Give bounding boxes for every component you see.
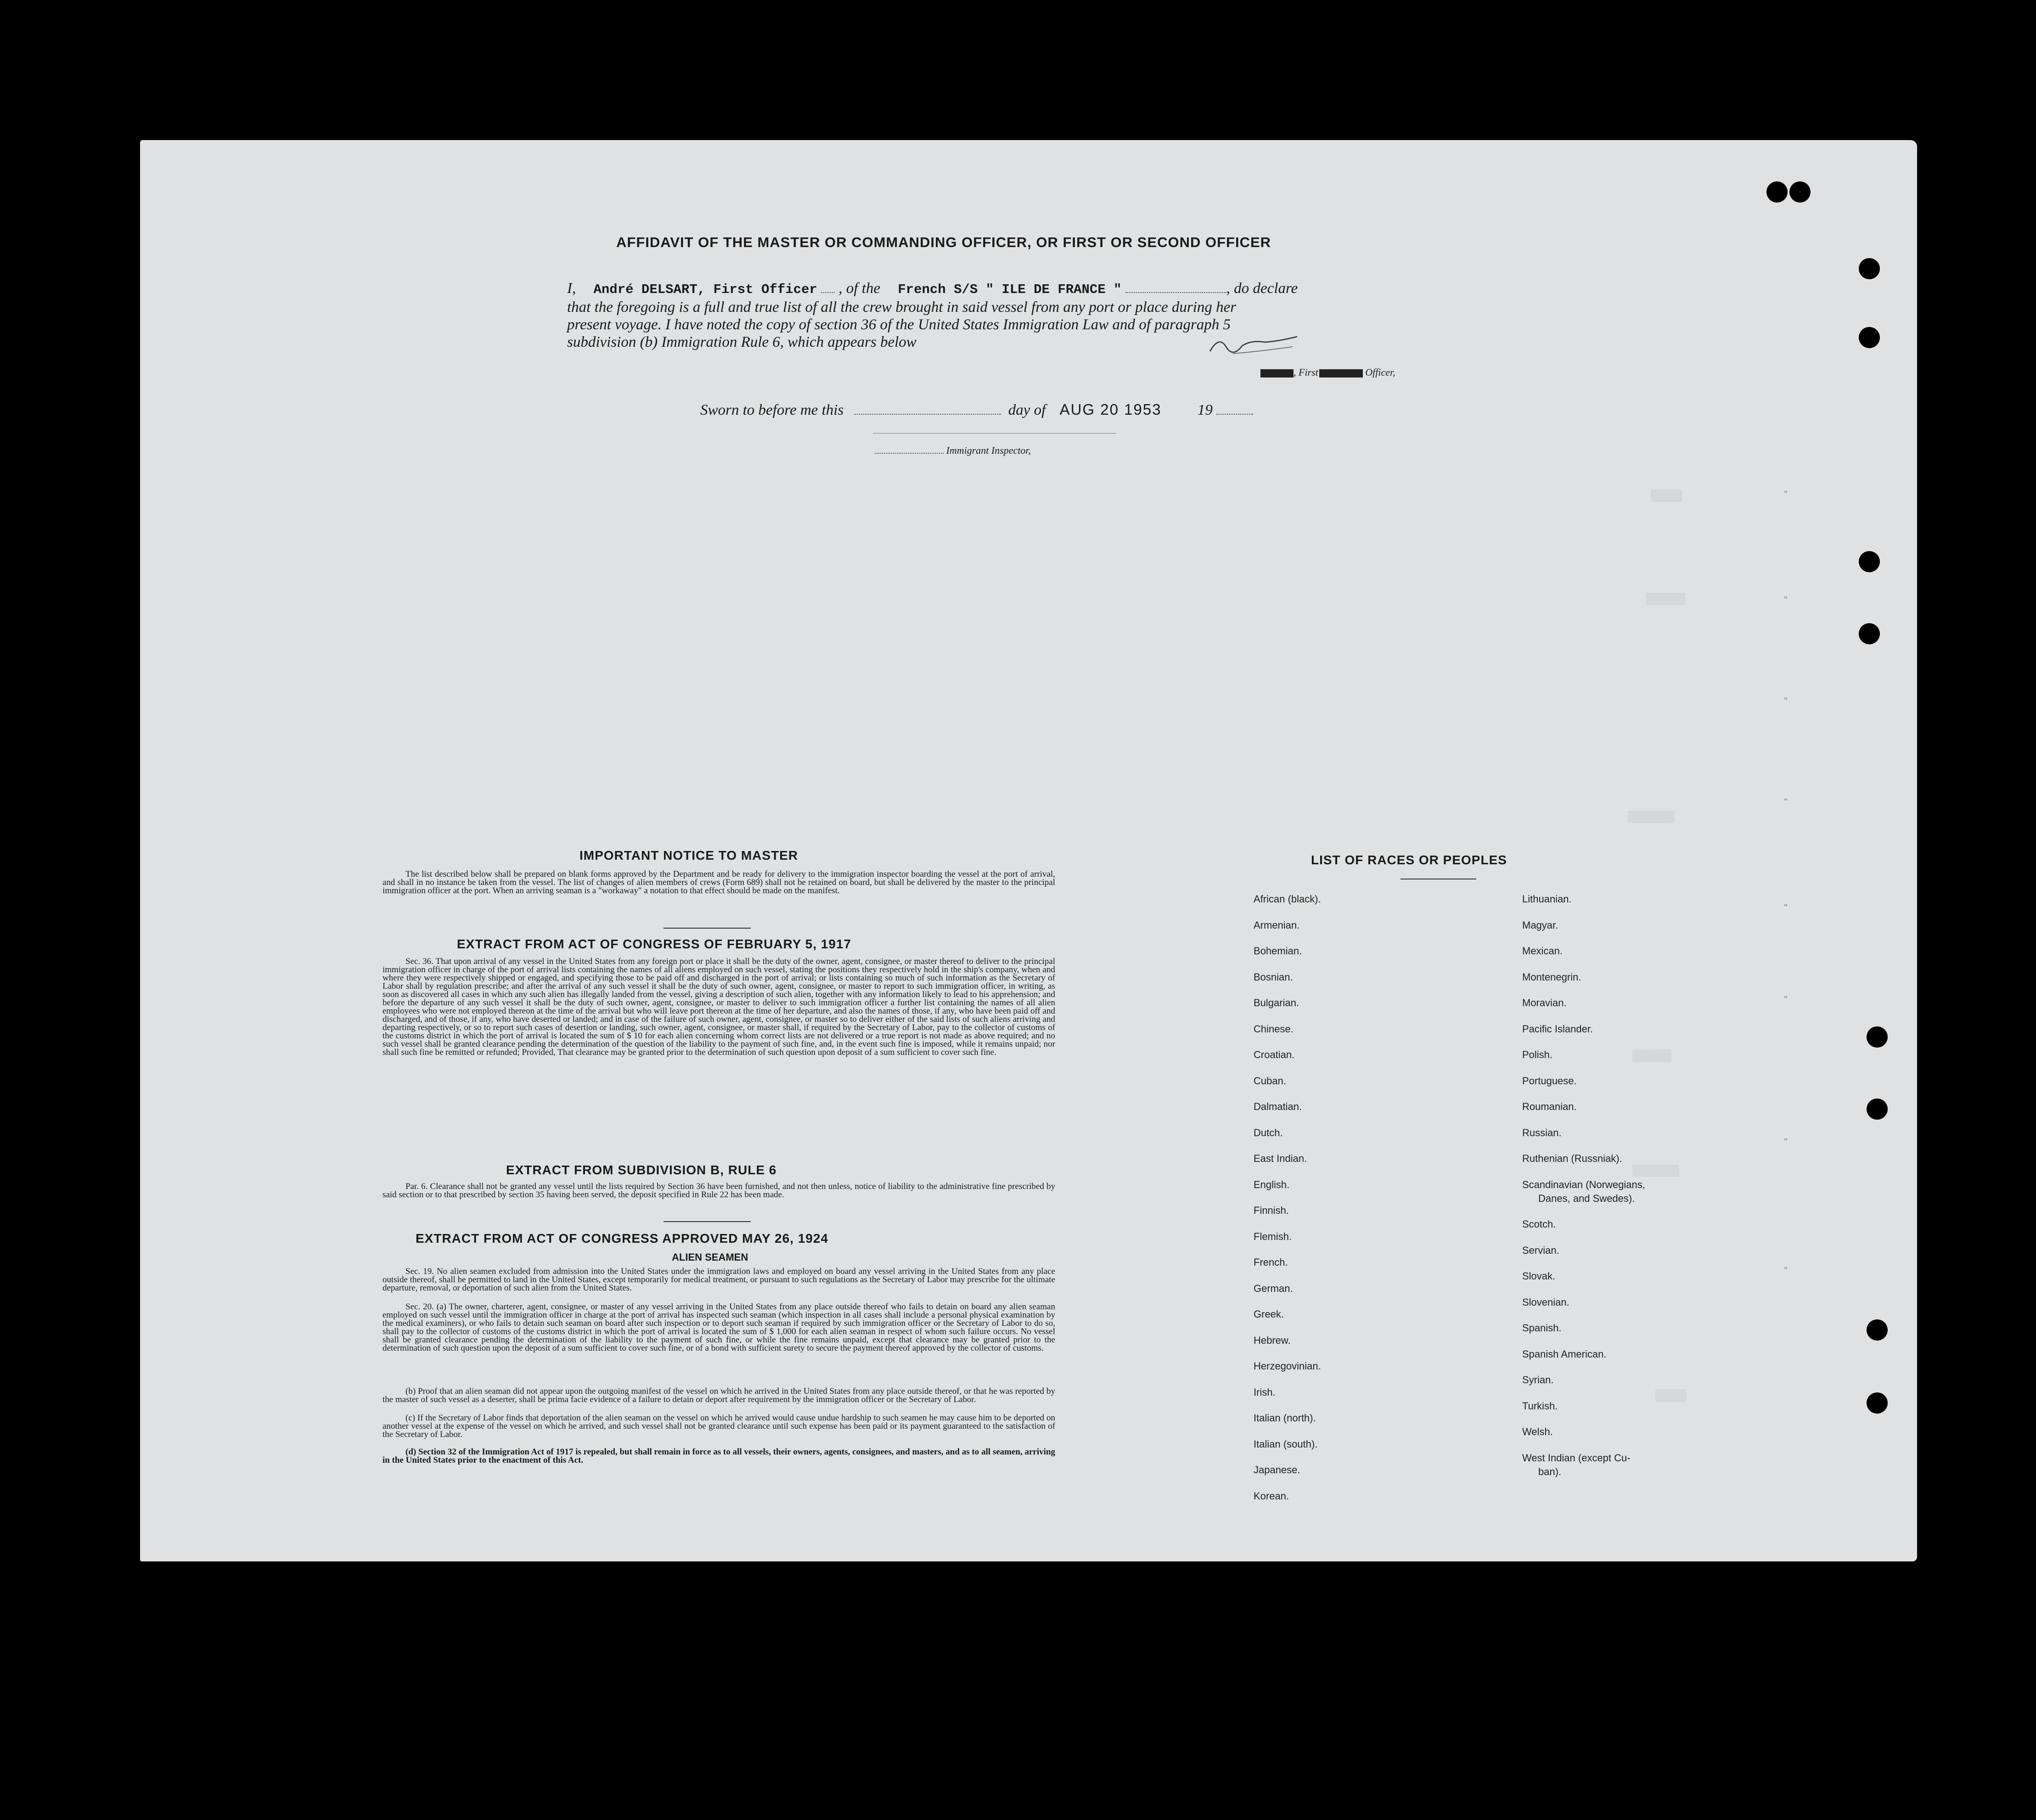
race-item: Bulgarian. bbox=[1254, 997, 1299, 1009]
notice-title: IMPORTANT NOTICE TO MASTER bbox=[579, 848, 799, 862]
race-item: East Indian. bbox=[1254, 1153, 1307, 1164]
race-item: Pacific Islander. bbox=[1522, 1023, 1593, 1035]
do-declare: , do declare bbox=[1226, 280, 1298, 297]
race-item: Bosnian. bbox=[1254, 971, 1293, 983]
race-item: Slovak. bbox=[1522, 1270, 1556, 1282]
binder-hole bbox=[1859, 551, 1880, 572]
bleed-through-text: ▒▒▒▒▒▒ bbox=[1628, 811, 1675, 823]
bleed-through-text: ▒▒▒▒ bbox=[1655, 1389, 1687, 1402]
binder-hole bbox=[1859, 258, 1880, 279]
extract3-para: Sec. 19. No alien seamen excluded from admission into the United States under the immigration laws and employed on board any vessel arriving in the United States from any place outside thereof, shall be permitted to land in the United States, except temporarily for medical treatment, or pursuant to such regulations as the Secretary of Labor may prescribe for the ultimate departure, removal, or deportation of such alien from the United States. bbox=[382, 1267, 1055, 1293]
ditto-mark: " bbox=[1784, 696, 1788, 706]
race-item: Portuguese. bbox=[1522, 1075, 1577, 1087]
race-item: Mexican. bbox=[1522, 945, 1563, 957]
bleed-through-text: ▒▒▒▒▒ bbox=[1646, 592, 1686, 605]
race-item: Flemish. bbox=[1254, 1230, 1292, 1242]
binder-hole bbox=[1766, 181, 1788, 203]
race-item: Croatian. bbox=[1254, 1049, 1295, 1060]
race-item: Hebrew. bbox=[1254, 1334, 1291, 1346]
race-item: Syrian. bbox=[1522, 1374, 1554, 1386]
race-item: Cuban. bbox=[1254, 1075, 1286, 1087]
extract3-para: (c) If the Secretary of Labor finds that deportation of the alien seaman on the vessel on which he arrived would cause undue hardship to such seamen he may cause him to be deported on another vessel at the expense of the vessel on which he arrived, and such vessel shall not be granted clearance until such expense has been paid or its payment guaranteed to the satisfaction of the Secretary of Labor. bbox=[382, 1413, 1055, 1439]
race-item: Servian. bbox=[1522, 1244, 1559, 1256]
binder-hole bbox=[1867, 1392, 1888, 1414]
officer-signature bbox=[1205, 333, 1306, 361]
document-sheet bbox=[140, 140, 1917, 1561]
signature-caption: , First Officer, bbox=[1260, 366, 1395, 378]
affidavit-line-4: subdivision (b) Immigration Rule 6, which appears below bbox=[567, 334, 917, 350]
race-item: Chinese. bbox=[1254, 1023, 1294, 1035]
race-item: French. bbox=[1254, 1257, 1288, 1268]
date-stamp: AUG 20 1953 bbox=[1059, 401, 1162, 418]
extract3-title: EXTRACT FROM ACT OF CONGRESS APPROVED MAY 26, 1924 bbox=[416, 1231, 828, 1245]
nineteen: 19 bbox=[1197, 402, 1213, 418]
race-item: Italian (north). bbox=[1254, 1412, 1316, 1424]
extract2-body: Par. 6. Clearance shall not be granted any vessel until the lists required by Section 36 have been furnished, and not then unless, notice of liability to the administrative fine prescribed by said section or to that prescribed by section 35 having been served, the deposit specified in Rule 22 has been made. bbox=[382, 1182, 1055, 1200]
race-item: Danes, and Swedes). bbox=[1538, 1192, 1635, 1204]
race-item: Moravian. bbox=[1522, 997, 1567, 1009]
race-item: Polish. bbox=[1522, 1049, 1553, 1060]
race-item: Herzegovinian. bbox=[1254, 1360, 1321, 1372]
redaction-mark bbox=[1260, 369, 1294, 378]
ditto-mark: " bbox=[1784, 902, 1788, 913]
fill-line bbox=[821, 292, 835, 293]
fill-line bbox=[1125, 292, 1226, 293]
redaction-mark bbox=[1319, 369, 1363, 378]
race-item: Italian (south). bbox=[1254, 1438, 1318, 1450]
officer-name: André DELSART, First Officer bbox=[593, 282, 817, 297]
race-item: Scotch. bbox=[1522, 1218, 1556, 1230]
extract3-para: Sec. 20. (a) The owner, charterer, agent, consignee, or master of any vessel arriving in the United States from any place outside thereof who fails to detain on board any alien seaman employed on such vessel until the immigration officer in charge at the port of arrival has inspected such seaman (which inspection in all cases shall include a personal physical examination by the medical examiners), or who fails to detain such seaman on board after such inspection or to deport such seaman if required by such immigration officer or the Secretary of Labor to do so, shall pay to the collector of customs of the customs district in which the port of arrival is located the sum of $ 1,000 for each alien seaman in respect of whom such failure occurs. No vessel shall be granted clearance pending the determination of the liability to the payment of such fine, or while the fine remains unpaid, except that clearance may be granted prior to the determination of such question upon the deposit of a sum sufficient to cover such fine, or of a bond with sufficient surety to secure the payment thereof approved by the collector of customs. bbox=[382, 1302, 1055, 1353]
binder-hole bbox=[1867, 1099, 1888, 1120]
race-item: Roumanian. bbox=[1522, 1101, 1577, 1112]
vessel-name: French S/S " ILE DE FRANCE " bbox=[898, 282, 1122, 297]
bleed-through-text: ▒▒▒▒▒ bbox=[1632, 1049, 1672, 1062]
ditto-mark: " bbox=[1784, 595, 1788, 605]
affidavit-i: I, bbox=[567, 280, 576, 297]
race-item: Montenegrin. bbox=[1522, 971, 1581, 983]
divider bbox=[664, 1221, 751, 1222]
day-of: day of bbox=[1008, 402, 1046, 418]
binder-hole bbox=[1789, 181, 1811, 203]
ditto-mark: " bbox=[1784, 994, 1788, 1004]
extract3-para: (d) Section 32 of the Immigration Act of 1917 is repealed, but shall remain in force as to all vessels, their owners, agents, consignees, and masters, and as to all seamen, arriving in the United States prior to the enactment of this Act. bbox=[382, 1447, 1055, 1465]
notice-body: The list described below shall be prepared on blank forms approved by the Department and be ready for delivery to the immigration inspector boarding the vessel at the port of arrival, and shall in no instance be taken from the vessel. The list of changes of alien members of crews (Form 689) shall not be retained on board, but shall be delivered by the master to the principal immigration officer at the port. When an arriving seaman is a "workaway" a notation to that effect should be made on the manifest. bbox=[382, 869, 1055, 896]
race-item: Ruthenian (Russniak). bbox=[1522, 1153, 1622, 1164]
race-item: Spanish. bbox=[1522, 1322, 1562, 1334]
race-item: Finnish. bbox=[1254, 1205, 1289, 1216]
binder-hole bbox=[1867, 1319, 1888, 1341]
race-item: West Indian (except Cu- bbox=[1522, 1452, 1631, 1464]
divider bbox=[664, 928, 751, 929]
race-item: Greek. bbox=[1254, 1308, 1284, 1320]
race-item: Scandinavian (Norwegians, bbox=[1522, 1178, 1645, 1190]
race-item: Russian. bbox=[1522, 1127, 1562, 1138]
sworn-text: Sworn to before me this bbox=[700, 402, 844, 418]
extract1-body: Sec. 36. That upon arrival of any vessel in the United States from any foreign port or place it shall be the duty of the owner, agent, consignee, or master thereof to deliver to the principal immigration officer in charge of the port of arrival lists containing the names of all aliens employed on such vessel, stating the positions they respectively hold in the ship's company, when and where they were respectively shipped or engaged, and specifying those to be paid off and discharged in the port of arrival; or lists containing so much of such information as the Secretary of Labor shall by regulation prescribe; and after the arrival of any such vessel it shall be the duty of such owner, agent, consignee, or master to report to such immigration officer, in writing, as soon as discovered all cases in which any such alien has illegally landed from the vessel, giving a description of such alien, together with any information likely to lead to his apprehension; and before the departure of any such vessel it shall be the duty of such owner, agent, consignee, or master to deliver to such immigration officer a further list containing the names of all alien employees who were not employed thereon at the time of the arrival but who will leave port thereon at the time of her departure, and also the names of those, if any, who have been paid off and discharged, and of those, if any, who have deserted or landed; and in case of the failure of such owner, agent, consignee, or master so to deliver either of the said lists of such aliens arriving and departing respectively, or so to report such cases of desertion or landing, such owner, agent, consignee, or master shall, if required by the Secretary of Labor, pay to the collector of customs of the customs district in which the port of arrival is located the sum of $ 10 for each alien concerning whom correct lists are not delivered or a true report is not made as above required; and no such vessel shall be granted clearance pending the determination of the question of the liability to the payment of such fine, and, in the event such fine is imposed, while it remains unpaid; nor shall such fine be remitted or refunded; Provided, That clearance may be granted prior to the determination of such question upon deposit of a sum sufficient to cover such fine. bbox=[382, 957, 1055, 1057]
ditto-mark: " bbox=[1784, 1137, 1788, 1147]
extract3-para: (b) Proof that an alien seaman did not appear upon the outgoing manifest of the vessel on which he arrived in the United States from any place outside thereof, or that he was reported by the master of such vessel as a deserter, shall be prima facie evidence of a failure to detain or deport after requirement by the immigration officer or the Secretary of Labor. bbox=[382, 1386, 1055, 1404]
fill-line bbox=[854, 414, 1001, 415]
binder-hole bbox=[1859, 623, 1880, 644]
race-item: English. bbox=[1254, 1178, 1290, 1190]
extract3-subtitle: ALIEN SEAMEN bbox=[672, 1251, 748, 1263]
race-item: African (black). bbox=[1254, 893, 1321, 905]
race-item: Lithuanian. bbox=[1522, 893, 1572, 905]
race-item: Bohemian. bbox=[1254, 945, 1302, 957]
race-item: Dalmatian. bbox=[1254, 1101, 1302, 1112]
affidavit-title: AFFIDAVIT OF THE MASTER OR COMMANDING OFFICER, OR FIRST OR SECOND OFFICER bbox=[616, 234, 1271, 250]
race-item: Armenian. bbox=[1254, 919, 1300, 931]
binder-hole bbox=[1859, 327, 1880, 348]
ditto-mark: " bbox=[1784, 489, 1788, 499]
race-item: Turkish. bbox=[1522, 1400, 1558, 1412]
of-the: , of the bbox=[838, 280, 881, 297]
sworn-line bbox=[700, 401, 1253, 419]
immigrant-inspector: Immigrant Inspector, bbox=[946, 445, 1031, 456]
race-item: German. bbox=[1254, 1282, 1293, 1294]
race-item: Welsh. bbox=[1522, 1426, 1553, 1437]
inspector-line bbox=[875, 445, 1031, 456]
fill-line bbox=[875, 453, 944, 454]
races-title: LIST OF RACES OR PEOPLES bbox=[1311, 853, 1507, 867]
affidavit-line-3: present voyage. I have noted the copy of section 36 of the United States Immigration Law and of paragraph 5 bbox=[567, 316, 1231, 333]
race-item: Irish. bbox=[1254, 1386, 1276, 1398]
ditto-mark: " bbox=[1784, 1265, 1788, 1275]
bleed-through-text: ▒▒▒▒▒▒ bbox=[1632, 1164, 1680, 1177]
race-item: Spanish American. bbox=[1522, 1348, 1607, 1360]
race-item: Magyar. bbox=[1522, 919, 1558, 931]
race-item: Slovenian. bbox=[1522, 1296, 1569, 1308]
ditto-mark: " bbox=[1784, 797, 1788, 807]
affidavit-line-1 bbox=[567, 280, 1298, 297]
fill-line bbox=[1216, 414, 1253, 415]
race-item: Japanese. bbox=[1254, 1464, 1300, 1476]
race-item: Korean. bbox=[1254, 1490, 1289, 1502]
extract2-title: EXTRACT FROM SUBDIVISION B, RULE 6 bbox=[506, 1163, 777, 1177]
race-item: Dutch. bbox=[1254, 1127, 1283, 1138]
bleed-through-text: ▒▒▒▒ bbox=[1651, 489, 1682, 501]
inspector-top-rule bbox=[873, 433, 1116, 434]
affidavit-line-2: that the foregoing is a full and true list of all the crew brought in said vessel from any port or place during her bbox=[567, 299, 1237, 316]
binder-hole bbox=[1867, 1026, 1888, 1048]
extract1-title: EXTRACT FROM ACT OF CONGRESS OF FEBRUARY 5, 1917 bbox=[457, 937, 852, 951]
race-item: ban). bbox=[1538, 1465, 1562, 1477]
